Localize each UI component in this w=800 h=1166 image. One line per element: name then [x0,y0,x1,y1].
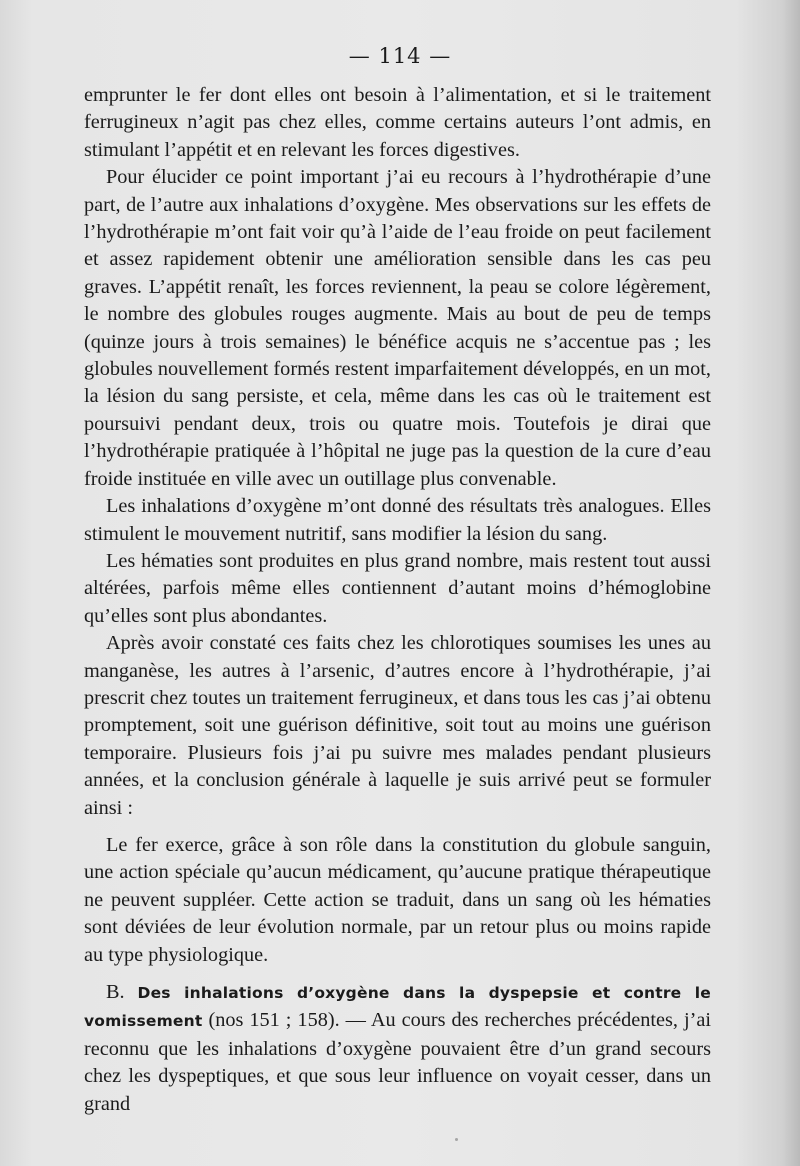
paragraph-5: Après avoir constaté ces faits chez les chlorotiques soumises les unes au manganèse, les autres à l’arsenic, d’autres encore à l’hydrothérapie, j’ai prescrit chez toutes un traitement ferrugineux, et dans tous les cas j’ai obtenu promptement, soit une guérison définitive, soit tout au moins une guérison temporaire. Plusieurs fois j’ai pu suivre mes malades pendant plusieurs années, et la conclusion générale à laquelle je suis arrivé peut se formuler ainsi : [84,632,711,819]
scan-speck [455,1138,458,1141]
paragraph-2: Pour élucider ce point important j’ai eu recours à l’hydrothérapie d’une part, de l’autre aux inhalations d’oxygène. Mes observations sur les effets de l’hydrothérapie m’ont fait voir qu’à l’aide de l’eau froide on peut facilement et assez rapidement obtenir une amélioration sensible dans les cas peu graves. L’appétit renaît, les forces reviennent, la peau se colore légèrement, le nombre des globules rouges augmente. Mais au bout de peu de temps (quinze jours à trois semaines) le bénéfice acquis ne s’accentue pas ; les globules nouvellement formés restent imparfaitement développés, en un mot, la lésion du sang persiste, et cela, même dans les cas où le traitement est poursuivi pendant deux, trois ou quatre mois. Toutefois je dirai que l’hydrothérapie pratiquée à l’hôpital ne juge pas la question de la cure d’eau froide instituée en ville avec un outillage plus convenable. [84,166,711,490]
section-text: Au cours des recherches précédentes, j’ai reconnu que les inhalations d’oxygène pouvaient être d’un grand secours chez les dyspeptiques, et que sous leur influence on voyait cesser, dans un grand [84,1009,711,1115]
section-heading: Des inhalations d’oxygène dans la dyspepsie et contre le vomissement [84,984,712,1031]
paragraph-4: Les hématies sont produites en plus grand nombre, mais restent tout aussi altérées, parfois même elles contiennent d’autant moins d’hémoglobine qu’elles sont plus abondantes. [84,549,711,627]
page-number: — 114 — [348,44,452,68]
section-b-paragraph [84,979,711,1118]
page-edge-shadow [782,0,800,1166]
section-reference: (nos 151 ; 158). — [202,1009,371,1032]
section-letter: B. [106,981,125,1003]
body-text [84,82,711,1118]
paragraph-6: Le fer exerce, grâce à son rôle dans la constitution du globule sanguin, une action spéciale qu’aucun médicament, qu’aucune pratique thérapeutique ne peuvent suppléer. Cette action se traduit, dans un sang où les hématies sont déviées de leur évolution normale, par un retour plus ou moins rapide au type physiologique. [84,833,711,966]
paragraph-1: emprunter le fer dont elles ont besoin à l’alimentation, et si le traitement ferrugineux n’agit pas chez elles, comme certains auteurs l’ont admis, en stimulant l’appétit et en relevant les forces digestives. [84,84,711,161]
paragraph-3: Les inhalations d’oxygène m’ont donné des résultats très analogues. Elles stimulent le mouvement nutritif, sans modifier la lésion du sang. [84,495,711,545]
